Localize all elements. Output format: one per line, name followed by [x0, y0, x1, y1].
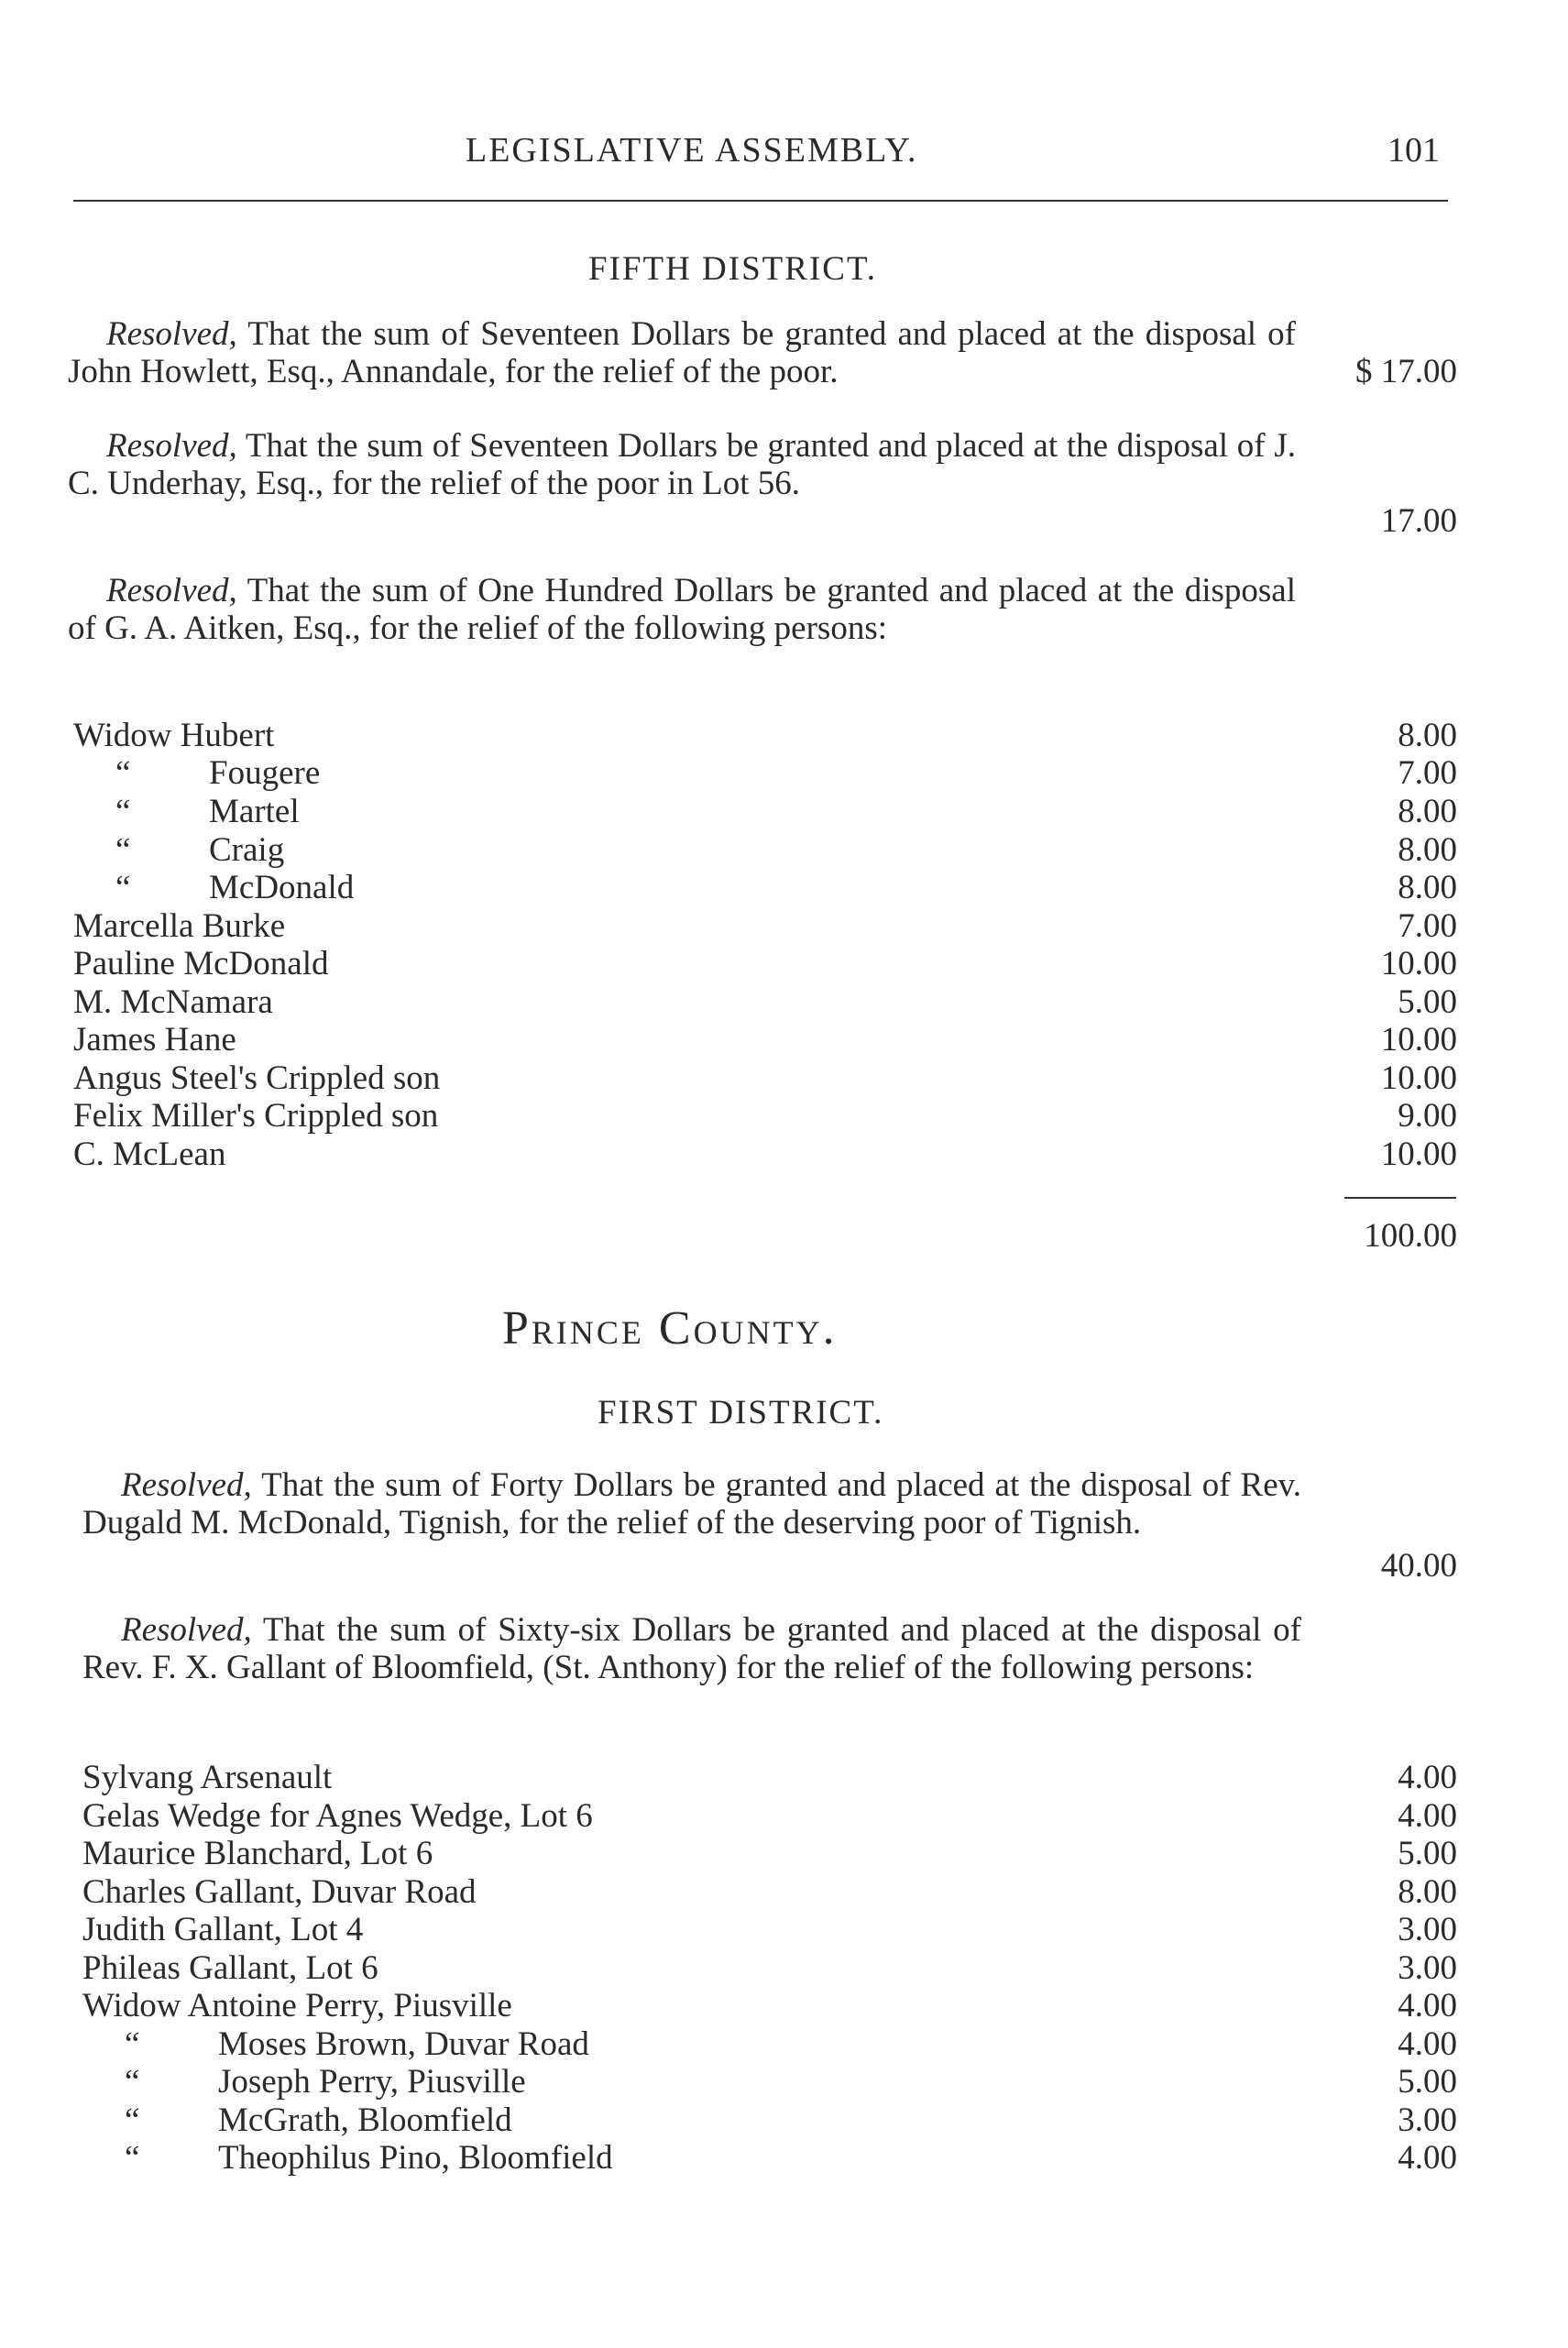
- ditto-mark: “: [115, 831, 131, 869]
- resolution-text: That the sum of One Hundred Dollars be granted and placed at the disposal of G. A. Aitken, Esq., for the relief of the following persons:: [68, 572, 1296, 647]
- first-district-resolution-1: [82, 1466, 1301, 1542]
- list-item: Judith Gallant, Lot 4 3.00: [82, 1911, 1457, 1948]
- list-item: “ Fougere 7.00: [115, 754, 1457, 792]
- fifth-district-resolution-2: [68, 427, 1296, 502]
- fifth-district-resolution-1-amount: $ 17.00: [1355, 353, 1457, 390]
- list-item: Charles Gallant, Duvar Road 8.00: [82, 1873, 1457, 1911]
- list-item: M. McNamara 5.00: [73, 983, 1457, 1021]
- first-district-resolution-1-amount: 40.00: [1380, 1547, 1457, 1585]
- resolved-label: Resolved,: [106, 572, 237, 609]
- total-rule: [1344, 1197, 1456, 1199]
- ditto-mark: “: [125, 2025, 140, 2063]
- list-item: “ Martel 8.00: [115, 793, 1457, 830]
- list-item: Widow Hubert 8.00: [73, 717, 1457, 754]
- resolution-text: That the sum of Seventeen Dollars be granted and placed at the disposal of J. C. Underhay, Esq., for the relief of the poor in Lot 56.: [68, 427, 1296, 502]
- fifth-district-total: 100.00: [1364, 1217, 1457, 1255]
- list-item: “ Moses Brown, Duvar Road 4.00: [125, 2025, 1457, 2063]
- ditto-mark: “: [125, 2063, 140, 2101]
- fifth-district-resolution-3: [68, 572, 1296, 647]
- fifth-district-resolution-2-amount: 17.00: [1380, 502, 1457, 540]
- ditto-mark: “: [125, 2101, 140, 2139]
- ditto-mark: “: [125, 2139, 140, 2177]
- ditto-mark: “: [115, 869, 131, 906]
- list-item: Angus Steel's Crippled son 10.00: [73, 1059, 1457, 1097]
- list-item: “ McDonald 8.00: [115, 869, 1457, 906]
- list-item: Gelas Wedge for Agnes Wedge, Lot 6 4.00: [82, 1797, 1457, 1835]
- fifth-district-heading: FIFTH DISTRICT.: [588, 250, 878, 288]
- ditto-mark: “: [115, 793, 131, 830]
- list-item: James Hane 10.00: [73, 1021, 1457, 1059]
- prince-county-heading: Prince County.: [502, 1302, 838, 1355]
- list-item: Phileas Gallant, Lot 6 3.00: [82, 1949, 1457, 1987]
- list-item: “ McGrath, Bloomfield 3.00: [125, 2101, 1457, 2139]
- list-item: “ Theophilus Pino, Bloomfield 4.00: [125, 2139, 1457, 2177]
- fifth-district-resolution-1: [68, 315, 1296, 390]
- ditto-mark: “: [115, 754, 131, 792]
- list-item: Felix Miller's Crippled son 9.00: [73, 1097, 1457, 1135]
- list-item: “ Joseph Perry, Piusville 5.00: [125, 2063, 1457, 2101]
- resolved-label: Resolved,: [106, 315, 237, 353]
- resolution-text: That the sum of Seventeen Dollars be granted and placed at the disposal of John Howlett, Esq., Annandale, for the relief of the poor.: [68, 315, 1296, 390]
- resolved-label: Resolved,: [121, 1466, 252, 1504]
- list-item: Maurice Blanchard, Lot 6 5.00: [82, 1835, 1457, 1872]
- list-item: C. McLean 10.00: [73, 1136, 1457, 1173]
- resolved-label: Resolved,: [121, 1611, 252, 1649]
- first-district-heading: FIRST DISTRICT.: [598, 1394, 884, 1432]
- running-header-title: LEGISLATIVE ASSEMBLY.: [466, 131, 918, 170]
- header-rule: [73, 200, 1448, 202]
- list-item: “ Craig 8.00: [115, 831, 1457, 869]
- resolved-label: Resolved,: [106, 427, 237, 465]
- resolution-text: That the sum of Sixty-six Dollars be granted and placed at the disposal of Rev. F. X. Gallant of Bloomfield, (St. Anthony) for the relief of the following persons:: [82, 1611, 1301, 1686]
- list-item: Pauline McDonald 10.00: [73, 945, 1457, 982]
- resolution-text: That the sum of Forty Dollars be granted and placed at the disposal of Rev. Dugald M. McDonald, Tignish, for the relief of the deserving poor of Tignish.: [82, 1466, 1301, 1542]
- page-number: 101: [1387, 131, 1440, 170]
- list-item: Marcella Burke 7.00: [73, 907, 1457, 945]
- first-district-resolution-2: [82, 1611, 1301, 1686]
- list-item: Widow Antoine Perry, Piusville 4.00: [82, 1987, 1457, 2024]
- list-item: Sylvang Arsenault 4.00: [82, 1759, 1457, 1796]
